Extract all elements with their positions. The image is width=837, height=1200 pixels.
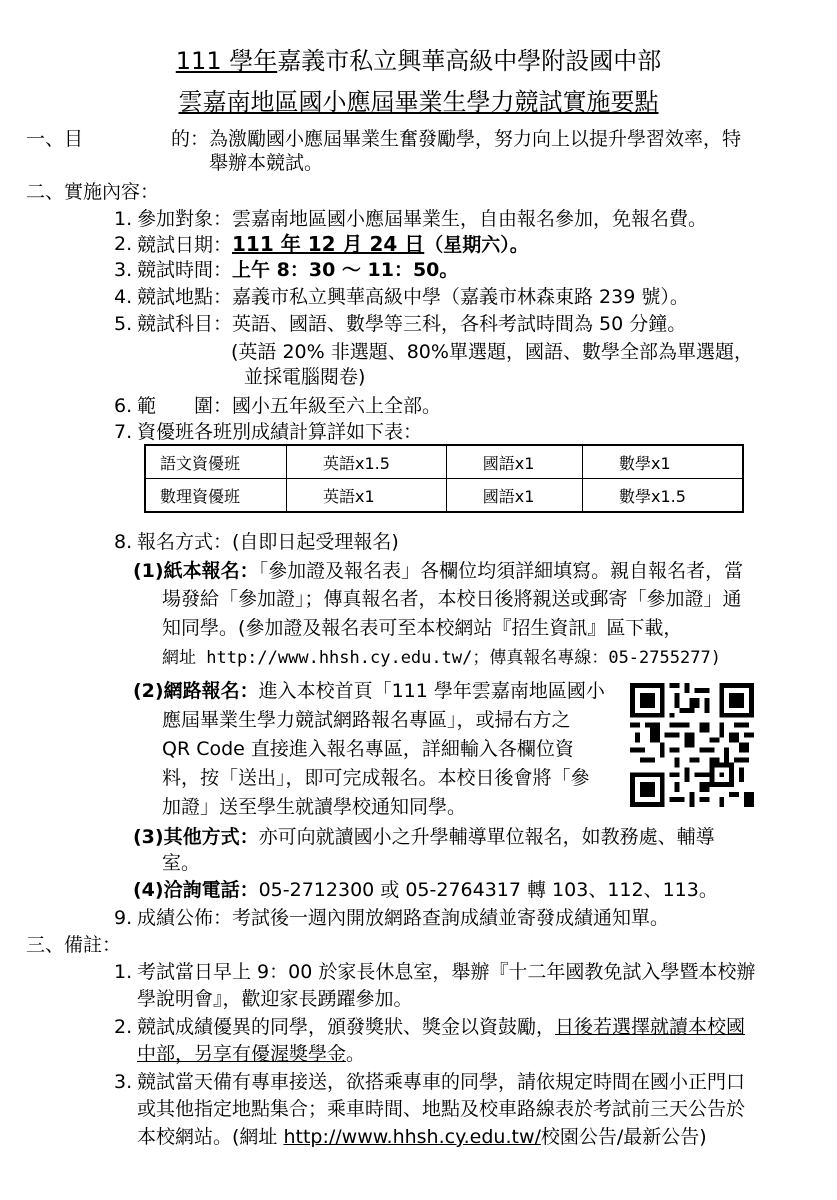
item5-num: 5.	[114, 313, 133, 335]
item9-num: 9.	[114, 907, 133, 929]
item7-text: 資優班各班別成績計算詳如下表：	[137, 421, 423, 443]
exam-time: 上午 8：30 ～ 11：50。	[232, 259, 459, 281]
item3-num: 3.	[114, 259, 133, 281]
inquiry-phone-line	[133, 879, 718, 901]
online-registration-line-3: QR Code 直接進入報名專區，詳細輸入各欄位資	[162, 738, 574, 760]
other-methods-text: 亦可向就讀國小之升學輔導單位報名，如教務處、輔導	[258, 826, 715, 848]
note3-line-3	[137, 1126, 707, 1148]
exam-date: 111 年 12 月 24 日	[232, 232, 425, 256]
note2-line-2	[137, 1043, 365, 1065]
paper-registration-line-4: 網址 http://www.hhsh.cy.edu.tw/；傳真報名專線：05-2755277)	[162, 648, 721, 668]
online-registration-line-4: 料，按「送出」，即可完成報名。本校日後會將「參	[162, 767, 590, 789]
note1-num: 1.	[114, 961, 133, 983]
table-cell: 數學x1.5	[582, 479, 743, 513]
item4-text: 競試地點：嘉義市私立興華高級中學（嘉義市林森東路 239 號）。	[137, 286, 689, 308]
sec1-num: 一、目	[26, 128, 84, 150]
title-school: 嘉義市私立興華高級中學附設國中部	[277, 47, 662, 75]
note3-text: 本校網站。(網址	[137, 1126, 284, 1148]
item2-num: 2.	[114, 233, 133, 255]
paper-registration-line-2: 場發給「參加證」；傳真報名者，本校日後將親送或郵寄「參加證」通	[162, 588, 742, 610]
table-row	[145, 445, 743, 479]
sec1-line-2: 舉辦本競試。	[209, 152, 324, 174]
title-line-2: 雲嘉南地區國小應屆畢業生學力競試實施要點	[178, 88, 659, 116]
exam-weekday: （星期六）。	[424, 234, 529, 256]
item2-label: 競試日期：	[137, 234, 233, 256]
item8-num: 8.	[114, 531, 133, 553]
item6-text: 範 圍：國小五年級至六上全部。	[137, 395, 442, 417]
paper-registration-text: 「參加證及報名表」各欄位均須詳細填寫。親自報名者，當	[258, 560, 744, 582]
item5-text: 競試科目：英語、國語、數學等三科，各科考試時間為 50 分鐘。	[137, 313, 687, 335]
other-methods-label: (3)其他方式：	[133, 826, 259, 848]
online-registration-line-2: 應屆畢業生學力競試網路報名專區」，或掃右方之	[162, 709, 571, 731]
sec1-label: 的：	[171, 128, 210, 150]
item3-text	[137, 259, 458, 281]
item5-note-2: 並採電腦閱卷)	[244, 366, 366, 388]
item5-note-1: (英語 20% 非選題、80%單選題，國語、數學全部為單選題，	[231, 341, 753, 363]
table-cell: 英語x1	[287, 479, 447, 513]
paper-registration-line-1	[133, 560, 743, 582]
item9-text: 成績公佈：考試後一週內開放網路查詢成績並寄發成績通知單。	[137, 907, 670, 929]
item3-label: 競試時間：	[137, 259, 233, 281]
school-website-link[interactable]: http://www.hhsh.cy.edu.tw/	[283, 1126, 541, 1148]
note3-end: 校園公告/最新公告)	[540, 1126, 707, 1148]
item2-text	[137, 233, 529, 256]
note2-num: 2.	[114, 1016, 133, 1038]
paper-registration-line-3: 知同學。(參加證及報名表可至本校網站『招生資訊』區下載，	[162, 617, 683, 639]
table-cell: 國語x1	[446, 479, 582, 513]
note2-underlined-2: 中部，另享有優渥獎學金	[137, 1043, 347, 1065]
sec2-heading: 二、實施內容：	[26, 181, 160, 203]
table-cell: 英語x1.5	[287, 445, 447, 479]
note1-line-1: 考試當日早上 9：00 於家長休息室，舉辦『十二年國教免試入學暨本校辦	[137, 961, 756, 983]
table-cell: 國語x1	[446, 445, 582, 479]
note3-line-2: 或其他指定地點集合；乘車時間、地點及校車路線表於考試前三天公告於	[137, 1098, 746, 1120]
table-cell: 數學x1	[582, 445, 743, 479]
table-row	[145, 479, 743, 513]
item4-num: 4.	[114, 286, 133, 308]
note3-num: 3.	[114, 1071, 133, 1093]
online-registration-line-5: 加證」送至學生就讀學校通知同學。	[162, 796, 467, 818]
inquiry-phone-text: 05-2712300 或 05-2764317 轉 103、112、113。	[258, 879, 718, 901]
online-registration-line-1	[133, 680, 605, 702]
item7-num: 7.	[114, 421, 133, 443]
other-methods-line-2: 室。	[162, 852, 201, 874]
note2-text: 競試成績優異的同學，頒發獎狀、獎金以資鼓勵，	[137, 1016, 556, 1038]
item1-num: 1.	[114, 208, 133, 230]
other-methods-line-1	[133, 826, 715, 848]
table-cell: 數理資優班	[145, 479, 287, 513]
title-line-1	[0, 46, 837, 76]
item1-text: 參加對象：雲嘉南地區國小應屆畢業生，自由報名參加，免報名費。	[137, 208, 708, 230]
table-cell: 語文資優班	[145, 445, 287, 479]
qr-code-icon[interactable]	[630, 683, 754, 807]
note1-line-2: 學說明會』，歡迎家長踴躍參加。	[137, 988, 413, 1010]
title-year: 111 學年	[175, 47, 278, 75]
gifted-class-score-table	[144, 444, 744, 513]
note3-line-1: 競試當天備有專車接送，欲搭乘專車的同學，請依規定時間在國小正門口	[137, 1071, 746, 1093]
sec1-line-1: 為激勵國小應屆畢業生奮發勵學，努力向上以提升學習效率，特	[209, 128, 742, 150]
note2-line-1	[137, 1016, 745, 1038]
online-registration-text: 進入本校首頁「111 學年雲嘉南地區國小	[258, 680, 605, 702]
online-registration-label: (2)網路報名：	[133, 680, 259, 702]
item6-num: 6.	[114, 395, 133, 417]
note2-underlined: 日後若選擇就讀本校國	[555, 1016, 746, 1038]
sec3-heading: 三、備註：	[26, 934, 122, 956]
paper-registration-label: (1)紙本報名：	[133, 560, 259, 582]
item8-text: 報名方式：(自即日起受理報名)	[137, 531, 399, 553]
note2-end: 。	[346, 1043, 366, 1065]
inquiry-phone-label: (4)洽詢電話：	[133, 879, 259, 901]
